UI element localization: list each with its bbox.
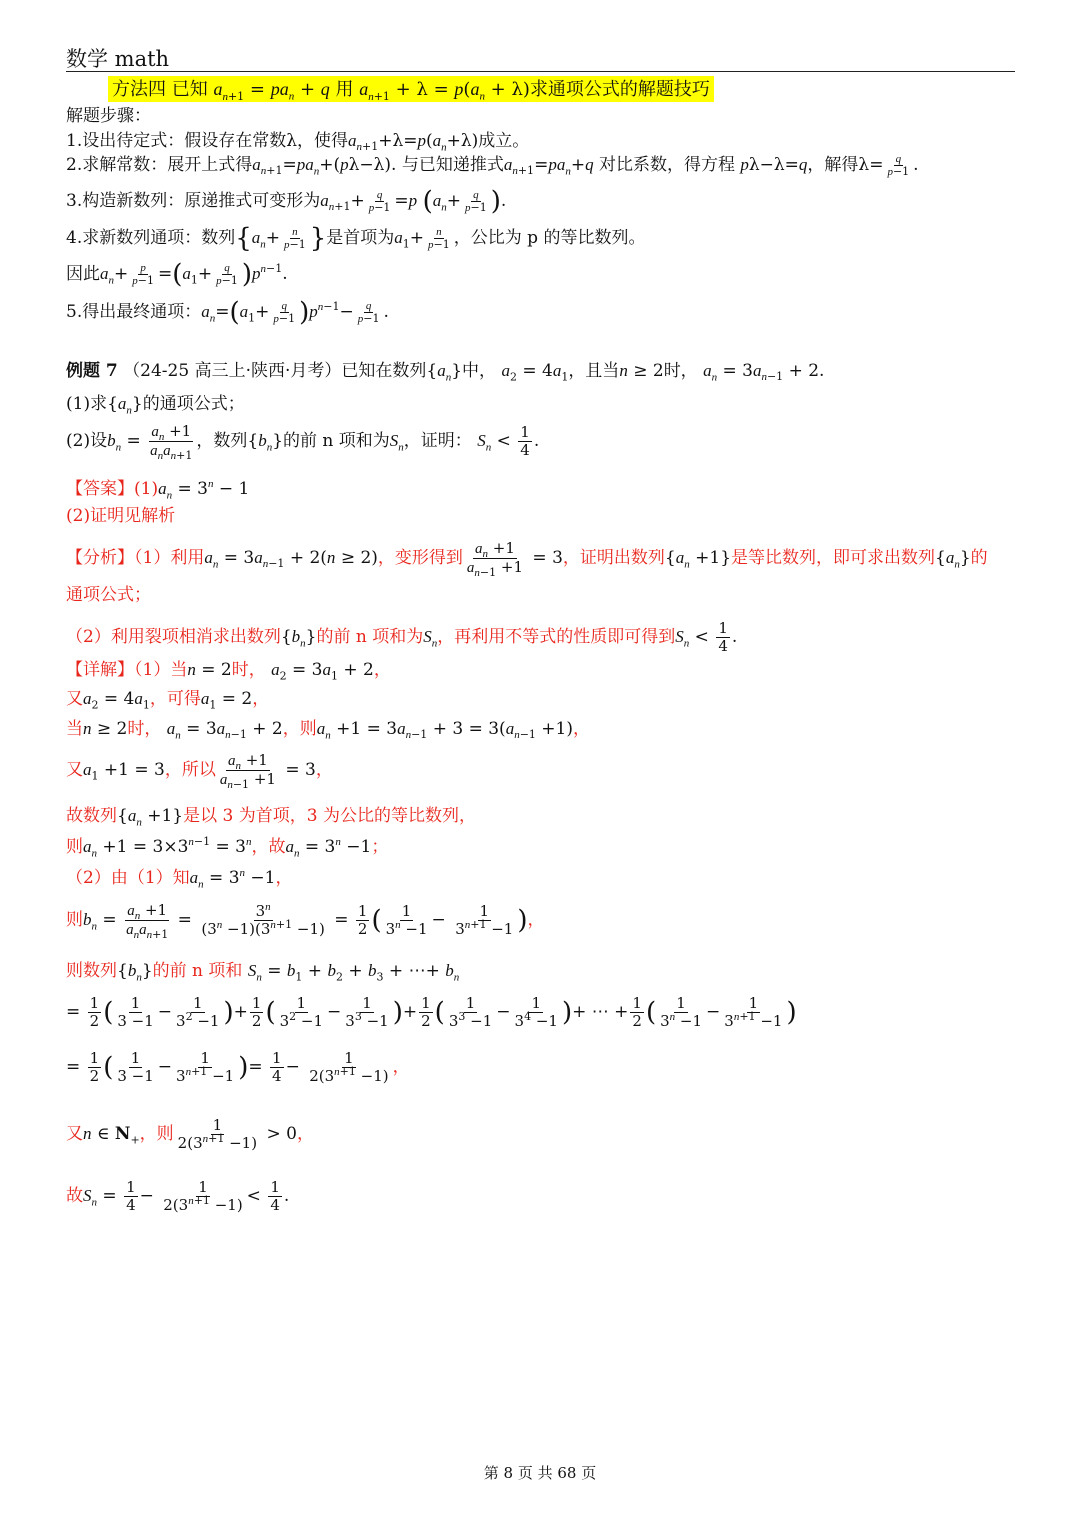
page-footer: 第 8 页 共 68 页 <box>483 1464 597 1482</box>
detail-5: 故数列$\{a_n +1\}$是以 3 为首项，3 为公比的等比数列， <box>66 806 476 829</box>
header-divider <box>66 71 1015 72</box>
step-4-result: 因此$a_n+$ $\frac{p}{p-1}$ $=(a_1+$ $\frac{q}{p-1}$ )$p^{n-1}$. <box>66 259 288 290</box>
step-1: 1.设出待定式：假设存在常数λ，使得$a_{n+1}+\lambda=p(a_n+\lambda)$成立。 <box>66 131 530 154</box>
detail-11: = $\frac{1}{2}$ ( $\frac{1}{3 -1}$ − $\frac{1}{3^{n+1} -1}$ )= $\frac{1}{4}$ − $\frac{1}{2(3^{n+1} -1)}$ ， <box>66 1049 410 1085</box>
steps-heading: 解题步骤： <box>66 106 151 126</box>
question-1: (1)求$\{a_n\}$的通项公式； <box>66 394 245 417</box>
detail-1: 【详解】（1）当n = 2时， $a_2 = 3a_1 + 2$， <box>66 660 391 683</box>
step-4: 4.求新数列通项：数列{$a_n+$ $\frac{n}{p-1}$ }是首项为$a_1+$ $\frac{n}{p-1}$ ，公比为 p 的等比数列。 <box>66 223 646 254</box>
analysis-1-cont: 通项公式； <box>66 585 151 605</box>
detail-7: （2）由（1）知$a_n = 3^n -1$， <box>66 867 293 891</box>
step-5: 5.得出最终通项：$a_n=(a_1+$ $\frac{q}{p-1}$ )$p^{n-1}-$ $\frac{q}{p-1}$ . <box>66 297 389 328</box>
detail-9: 则数列$\{b_n\}$的前 n 项和 $S_n = b_1 + b_2 + b_3$ + ⋯+ $b_n$ <box>66 961 460 984</box>
question-2: (2)设$b_n$ = $\frac{a_n +1}{a_na_{n+1}}$ ，数列$\{b_n\}$的前 n 项和为$S_n$，证明： $S_n$ < $\frac{1}{4}$ . <box>66 422 540 462</box>
detail-12: 又n ∈ $N_+$，则 $\frac{1}{2(3^{n+1} -1)}$ > 0， <box>66 1116 314 1152</box>
page-header: 数学 math <box>66 47 170 71</box>
detail-13: 故$S_n$ = $\frac{1}{4}$ − $\frac{1}{2(3^{n+1} -1)}$ < $\frac{1}{4}$ . <box>66 1178 290 1214</box>
detail-4: 又$a_1 +1 = 3$，所以 $\frac{a_n +1}{a_{n-1} +1}$ = 3， <box>66 751 333 791</box>
analysis-2: （2）利用裂项相消求出数列$\{b_n\}$的前 n 项和为$S_n$，再利用不等式的性质即可得到$S_n$ < $\frac{1}{4}$ . <box>66 619 738 655</box>
step-2: 2.求解常数：展开上式得$a_{n+1}=pa_n+(p\lambda-\lambda)$. 与已知递推式$a_{n+1}=pa_n+q$ 对比系数，得方程 pλ−λ=q，解得λ= $\frac{q}{p-1}$ . <box>66 153 919 178</box>
detail-2: 又$a_2 = 4a_1$，可得$a_1 = 2$， <box>66 689 270 712</box>
detail-3: 当n ≥ 2时， $a_n = 3a_{n-1} + 2$，则$a_n +1 = 3a_{n-1} + 3 = 3(a_{n-1} +1)$， <box>66 719 591 742</box>
answer-1: 【答案】$(1)a_n = 3^n - 1$ <box>66 478 250 502</box>
method-title: 方法四 已知 $a_{n+1} = pa_n + q$ 用 $a_{n+1} + \lambda = p(a_n + \lambda)$求通项公式的解题技巧 <box>108 76 714 102</box>
analysis-1: 【分析】（1）利用$a_n = 3a_{n-1} + 2(n \ge 2)$，变形得到 $\frac{a_n +1}{a_{n-1} +1}$ = 3，证明出数列$\{a_n +1\}$是等比数列，即可求出数列$\{a_n\}$的 <box>66 539 988 579</box>
example-statement: 例题 7 （24-25 高三上·陕西·月考）已知在数列$\{a_n\}$中， $a_2 = 4a_1$，且当n ≥ 2时， $a_n = 3a_{n-1} + 2$. <box>66 361 825 384</box>
step-3: 3.构造新数列：原递推式可变形为$a_{n+1}+$ $\frac{q}{p-1}$ =p ($a_n+$ $\frac{q}{p-1}$ ). <box>66 186 507 217</box>
answer-2: (2)证明见解析 <box>66 506 176 526</box>
detail-8: 则$b_n$ = $\frac{a_n +1}{a_na_{n+1}}$ = $\frac{3^n}{(3^n -1)(3^{n+1} -1)}$ = $\frac{1}{2}$ ( $\frac{1}{3^n -1}$ − $\frac{1}{3^{n+1} -1}$ )， <box>66 901 545 941</box>
detail-6: 则$a_n +1 = 3\times 3^{n-1} = 3^n$，故$a_n = 3^n -1$； <box>66 835 389 860</box>
detail-10: = $\frac{1}{2}$ ( $\frac{1}{3 -1}$ − $\frac{1}{3^2 -1}$ )+ $\frac{1}{2}$ ( $\frac{1}{3^2 -1}$ − $\frac{1}{3^3 -1}$ )+ $\frac{1}{2}$ ( $\frac{1}{3^3 -1}$ − $\frac{1}{3^4 -1}$ )+ ⋯ + $\frac{1}{2}$ ( $\frac{1}{3^n -1}$ − $\frac{1}{3^{n+1} -1}$ ) <box>66 994 797 1030</box>
